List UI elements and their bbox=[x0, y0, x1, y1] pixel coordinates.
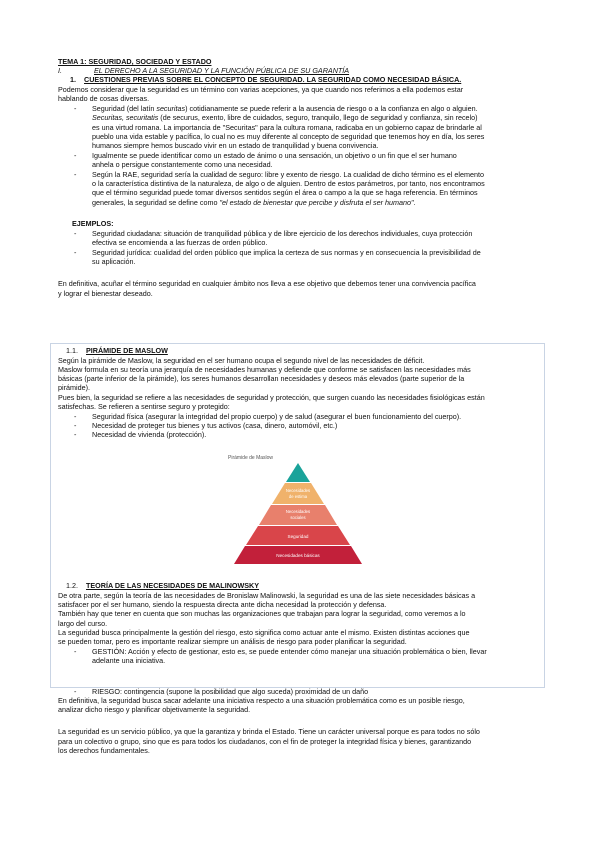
bullet-dash: - bbox=[74, 421, 77, 430]
bullet-text: es una virtud romana. La importancia de "Securitas" para la cultura romana, radicaba en un gobierno capaz de brindarle al bbox=[92, 123, 482, 132]
malinowski-line: La seguridad busca principalmente la gestión del riesgo, esto significa como actuar ante el mismo. Existen distintas acciones que bbox=[58, 628, 470, 637]
malinowski-line: satisfacer por el ser humano, siendo la respuesta directa ante dicha necesidad la protección y defensa. bbox=[58, 600, 387, 609]
malinowski-line: De otra parte, según la teoría de las necesidades de Bronislaw Malinowski, la seguridad es una de las siete necesidades básicas a bbox=[58, 591, 476, 600]
malinowski-line: largo del curso. bbox=[58, 619, 108, 628]
maslow-bullet: Necesidad de proteger tus bienes y tus activos (casa, dinero, automóvil, etc.) bbox=[92, 421, 338, 430]
pyramid-label-seguridad: Seguridad bbox=[287, 534, 309, 539]
bullet-dash: - bbox=[74, 647, 77, 656]
riesgo-line: RIESGO: contingencia (supone la posibilidad que algo suceda) proximidad de un daño bbox=[92, 687, 369, 696]
final-line: para un colectivo o grupo, sino que es para todos los ciudadanos, con el fin de proteger la integridad física y bienes, garantizando bbox=[58, 737, 472, 746]
section-title: EL DERECHO A LA SEGURIDAD Y LA FUNCIÓN PÚBLICA DE SU GARANTÍA bbox=[94, 66, 350, 75]
maslow-bullet: Necesidad de vivienda (protección). bbox=[92, 430, 207, 439]
maslow-line: Según la pirámide de Maslow, la seguridad en el ser humano ocupa el segundo nivel de las necesidades de déficit. bbox=[58, 356, 425, 365]
malinowski-line: se pueden tomar, pero es importante realizar siempre un análisis de riesgo para poder planificar la seguridad. bbox=[58, 637, 407, 646]
bullet-text: Según la RAE, seguridad sería la cualidad de seguro: libre y exento de riesgo. La cualidad de dicho término es el elemento bbox=[92, 170, 484, 179]
example-text: Seguridad jurídica: cualidad del orden público que implica la certeza de sus normas y en consecuencia la previsibilidad de bbox=[92, 248, 481, 257]
bullet-text: anhela o persigue constantemente como una necesidad. bbox=[92, 160, 273, 169]
bullet-text: o la característica distintiva de la naturaleza, de algo o de alguien. Dentro de estos parámetros, por tanto, nos encontramos bbox=[92, 179, 485, 188]
bullet-text: humanos siempre hemos buscado vivir en un estado de tranquilidad y buena convivencia. bbox=[92, 141, 379, 150]
tema-title: TEMA 1: SEGURIDAD, SOCIEDAD Y ESTADO bbox=[58, 57, 212, 66]
final-line: La seguridad es un servicio público, ya que la garantiza y brinda el Estado. Tiene un carácter universal porque es para todos no sólo bbox=[58, 727, 480, 736]
subsection-title: CUESTIONES PREVIAS SOBRE EL CONCEPTO DE SEGURIDAD. LA SEGURIDAD COMO NECESIDAD BÁSICA. bbox=[84, 75, 462, 84]
malinowski-line: También hay que tener en cuenta que son muchas las organizaciones que trabajan para lograr la seguridad, como veremos a lo bbox=[58, 609, 466, 618]
bullet-dash: - bbox=[74, 104, 77, 113]
pyramid-graphic bbox=[228, 461, 368, 571]
riesgo-line: En definitiva, la seguridad busca sacar adelante una iniciativa respecto a una situación problemática como es un posible riesgo, bbox=[58, 696, 465, 705]
bullet-text: pueblo una vida estable y pacífica, lo cual no es muy diferente al concepto de seguridad que tenemos hoy en día, los seres bbox=[92, 132, 485, 141]
bullet-dash: - bbox=[74, 412, 77, 421]
maslow-pyramid bbox=[228, 455, 368, 570]
example-text: su aplicación. bbox=[92, 257, 136, 266]
final-line: los derechos fundamentales. bbox=[58, 746, 150, 755]
maslow-line: Pues bien, la seguridad se refiere a las necesidades de seguridad y protección, que surgen cuando las necesidades fisiológicas están bbox=[58, 393, 485, 402]
pyramid-title: Pirámide de Maslow bbox=[228, 455, 274, 461]
bullet-text: Seguridad (del latín securitas) cotidianamente se puede referir a la ausencia de riesgo o a la confianza en algo o alguien. bbox=[92, 104, 478, 113]
pyramid-label-estima-2: de estima bbox=[288, 494, 308, 499]
gestion-line: adelante una iniciativa. bbox=[92, 656, 166, 665]
example-text: efectiva se encomienda a las fuerzas de orden público. bbox=[92, 238, 268, 247]
bullet-text: Securitas, securitatis (de securus, exento, libre de cuidados, seguro, tranquilo, llego de seguridad y confianza, sin recelo) bbox=[92, 113, 478, 122]
intro-line: Podemos considerar que la seguridad es un término con varias acepciones, ya que cuando nos referimos a ella podemos estar bbox=[58, 85, 464, 94]
pyramid-label-sociales-2: sociales bbox=[290, 515, 306, 520]
maslow-line: satisfechas. Se refieren a sentirse seguro y protegido: bbox=[58, 402, 230, 411]
maslow-number: 1.1. bbox=[66, 346, 78, 355]
subsection-number: 1. bbox=[70, 75, 76, 84]
bullet-text: generales, la seguridad se define como "el estado de bienestar que percibe y disfruta el ser humano". bbox=[92, 198, 416, 207]
bullet-text: Igualmente se puede identificar como un estado de ánimo o una sensación, un objetivo o un fin que el ser humano bbox=[92, 151, 457, 160]
bullet-text: que el término seguridad puede tomar diversos sentidos según el área o campo a la que se haga referencia. En términos bbox=[92, 188, 478, 197]
bullet-dash: - bbox=[74, 170, 77, 179]
malinowski-title: TEORÍA DE LAS NECESIDADES DE MALINOWSKY bbox=[86, 581, 260, 590]
example-text: Seguridad ciudadana: situación de tranquilidad pública y de libre ejercicio de los derechos individuales, cuya protección bbox=[92, 229, 473, 238]
bullet-dash: - bbox=[74, 151, 77, 160]
bullet-dash: - bbox=[74, 229, 77, 238]
gestion-line: GESTIÓN: Acción y efecto de gestionar, esto es, se puede entender cómo manejar una situación problemática o bien, llevar bbox=[92, 647, 487, 656]
maslow-line: básicas (parte inferior de la pirámide), los seres humanos desarrollan necesidades y deseos más elevados (parte superior de la bbox=[58, 374, 465, 383]
ejemplos-heading: EJEMPLOS: bbox=[72, 219, 114, 228]
section-roman: I. bbox=[58, 66, 62, 75]
pyramid-label-basicas: Necesidades básicas bbox=[276, 553, 320, 558]
pyramid-label-estima: Necesidades bbox=[285, 488, 311, 493]
conclusion-line: y lograr el bienestar deseado. bbox=[58, 289, 153, 298]
malinowski-number: 1.2. bbox=[66, 581, 78, 590]
intro-line: hablando de cosas diversas. bbox=[58, 94, 150, 103]
bullet-dash: - bbox=[74, 430, 77, 439]
maslow-title: PIRÁMIDE DE MASLOW bbox=[86, 346, 168, 355]
maslow-bullet: Seguridad física (asegurar la integridad del propio cuerpo) y de salud (asegurar el buen funcionamiento del cuerpo). bbox=[92, 412, 462, 421]
bullet-dash: - bbox=[74, 687, 77, 696]
maslow-line: Maslow formula en su teoría una jerarquía de necesidades humanas y defiende que conforme se satisfacen las necesidades más bbox=[58, 365, 471, 374]
pyramid-level-self-realization bbox=[286, 463, 310, 482]
pyramid-label-sociales: Necesidades bbox=[285, 509, 311, 514]
conclusion-line: En definitiva, acuñar el término seguridad en cualquier ámbito nos lleva a ese objetivo que debemos tener una convivencia pacífica bbox=[58, 279, 476, 288]
bullet-dash: - bbox=[74, 248, 77, 257]
riesgo-line: analizar dicho riesgo y planificar objetivamente la seguridad. bbox=[58, 705, 251, 714]
maslow-line: pirámide). bbox=[58, 383, 90, 392]
